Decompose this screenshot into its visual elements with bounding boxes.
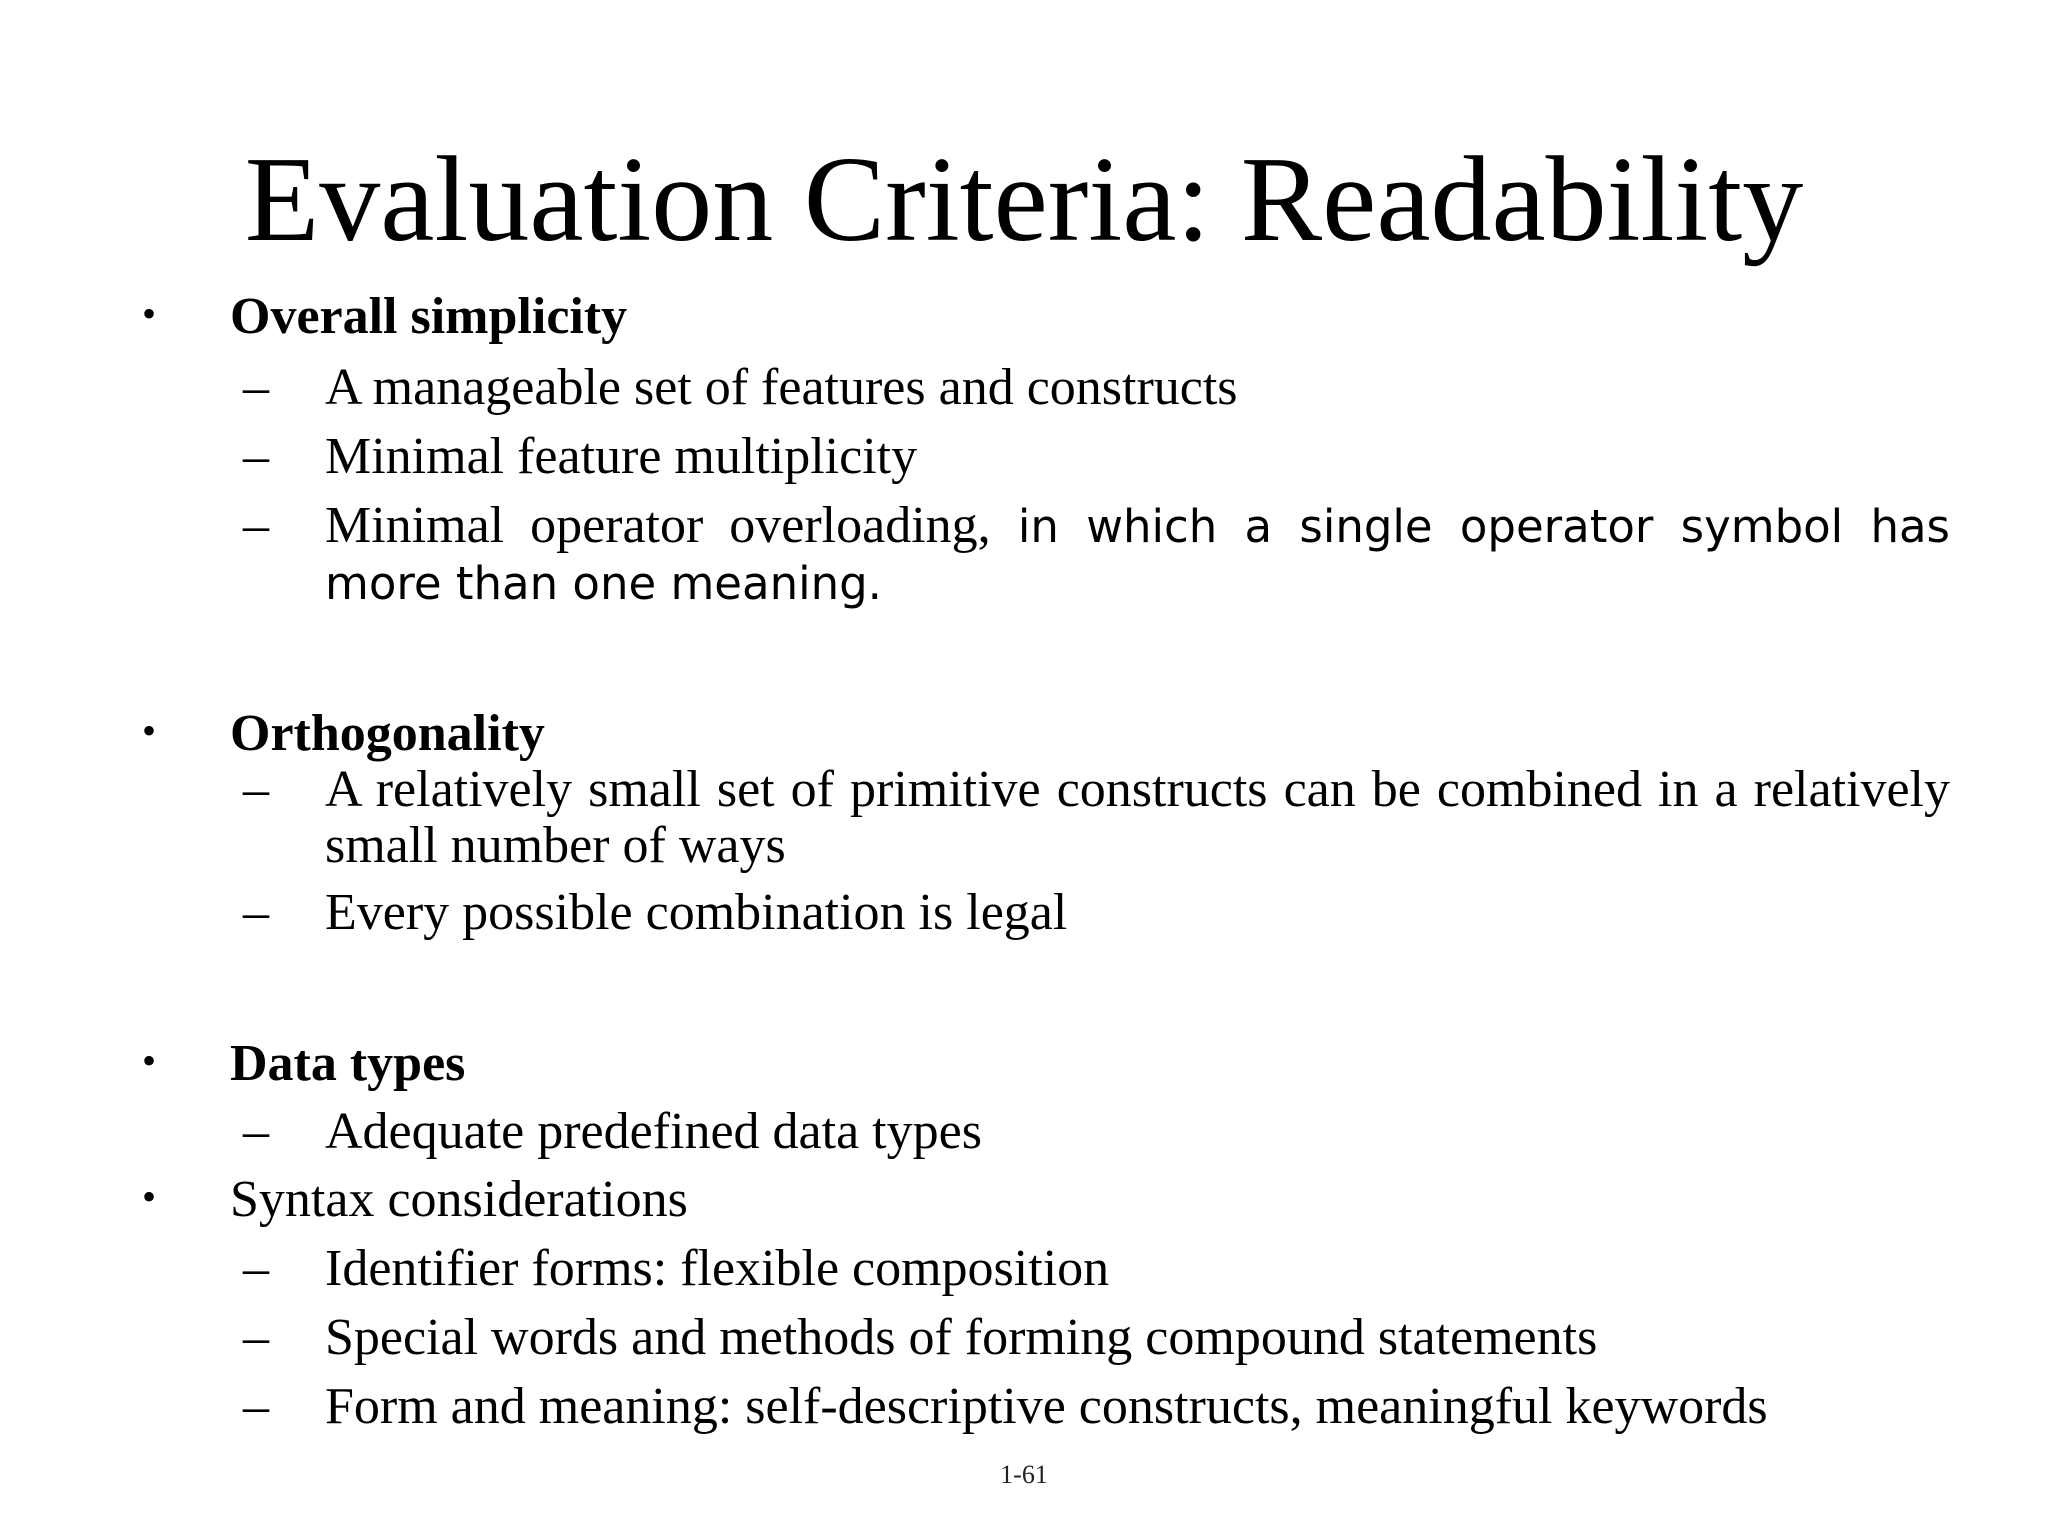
bullet-data-types: Data types — [230, 1035, 466, 1092]
operator-overloading-sans-text: in which a single operator symbol has more than one meaning. — [325, 500, 1950, 610]
dash-marker: – — [243, 884, 269, 941]
sub-item-manageable-features: A manageable set of features and constructs — [325, 359, 1238, 416]
sub-item-feature-multiplicity: Minimal feature multiplicity — [325, 428, 918, 485]
bullet-syntax-considerations: Syntax considerations — [230, 1171, 688, 1228]
bullet-orthogonality: Orthogonality — [230, 705, 545, 762]
slide-number: 1-61 — [1000, 1460, 1048, 1489]
bullet-overall-simplicity: Overall simplicity — [230, 288, 628, 345]
dash-marker: – — [243, 1103, 269, 1160]
bullet-marker: • — [142, 708, 157, 753]
dash-marker: – — [243, 359, 269, 416]
sub-item-form-and-meaning: Form and meaning: self-descriptive constructs, meaningful keywords — [325, 1378, 1768, 1435]
bullet-marker: • — [142, 1038, 157, 1083]
sub-item-predefined-types: Adequate predefined data types — [325, 1103, 982, 1160]
dash-marker: – — [243, 497, 269, 554]
dash-marker: – — [243, 1240, 269, 1297]
sub-item-primitive-constructs: A relatively small set of primitive constructs can be combined in a relatively small number of ways — [325, 761, 1950, 874]
dash-marker: – — [243, 1378, 269, 1435]
dash-marker: – — [243, 761, 269, 818]
sub-item-special-words: Special words and methods of forming compound statements — [325, 1309, 1598, 1366]
sub-item-operator-overloading — [325, 498, 1950, 612]
bullet-marker: • — [142, 291, 157, 336]
bullet-marker: • — [142, 1174, 157, 1219]
operator-overloading-serif-text: Minimal operator overloading, — [325, 497, 991, 554]
sub-item-identifier-forms: Identifier forms: flexible composition — [325, 1240, 1110, 1297]
dash-marker: – — [243, 428, 269, 485]
slide-title: Evaluation Criteria: Readability — [244, 132, 1804, 267]
dash-marker: – — [243, 1309, 269, 1366]
sub-item-combination-legal: Every possible combination is legal — [325, 884, 1068, 941]
